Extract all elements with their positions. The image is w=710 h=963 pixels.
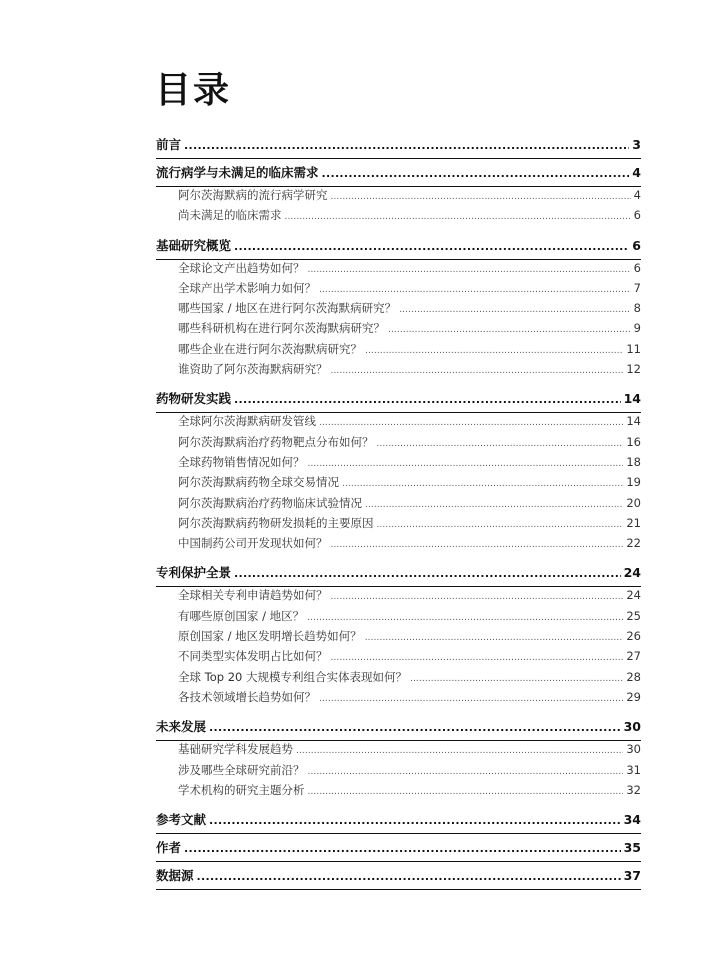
dot-leader (234, 565, 621, 580)
toc-page-number: 31 (626, 762, 641, 777)
toc-section-entry[interactable] (156, 862, 641, 889)
toc-subsection-entry[interactable] (156, 454, 641, 474)
dot-leader (377, 435, 624, 449)
toc-section-entry[interactable] (156, 159, 641, 186)
toc-page-number: 30 (623, 719, 641, 735)
toc-page-number: 37 (623, 868, 641, 884)
toc-subsection-title: 尚未满足的临床需求 (178, 208, 282, 223)
dot-leader (388, 321, 631, 335)
toc-subsection-list (156, 741, 641, 806)
dot-leader (399, 301, 630, 315)
dot-leader (296, 742, 623, 756)
toc-subsection-entry[interactable] (156, 669, 641, 689)
toc-section (156, 232, 641, 386)
toc-subsection-title: 各技术领域增长趋势如何？ (178, 689, 316, 704)
toc-section-title: 参考文献 (156, 812, 207, 828)
toc-subsection-entry[interactable] (156, 495, 641, 515)
toc-subsection-entry[interactable] (156, 689, 641, 709)
dot-leader (184, 137, 629, 152)
dot-leader (234, 238, 629, 253)
dot-leader (365, 496, 623, 510)
dot-leader (308, 261, 631, 275)
toc-section-title: 数据源 (156, 868, 194, 884)
toc-page-number: 4 (633, 188, 641, 202)
toc-subsection-title: 原创国家 / 地区发明增长趋势如何？ (178, 629, 362, 644)
toc-subsection-title: 阿尔茨海默病治疗药物临床试验情况 (178, 495, 362, 510)
dot-leader (331, 649, 624, 663)
toc-subsection-title: 阿尔茨海默病治疗药物靶点分布如何？ (178, 434, 374, 449)
dot-leader (285, 208, 631, 222)
toc-section-entry[interactable] (156, 806, 641, 833)
toc-section (156, 159, 641, 232)
toc-section (156, 862, 641, 890)
toc-section (156, 806, 641, 834)
dot-leader (377, 516, 624, 530)
dot-leader (365, 629, 624, 643)
toc-subsection-list (156, 413, 641, 559)
toc-page-number: 6 (632, 237, 641, 253)
toc-page-number: 19 (626, 475, 641, 490)
toc-section-entry[interactable] (156, 559, 641, 586)
toc-page-number: 28 (626, 669, 641, 684)
dot-leader (331, 536, 624, 550)
toc-section-entry[interactable] (156, 232, 641, 259)
dot-leader (184, 840, 621, 855)
toc-subsection-title: 哪些科研机构在进行阿尔茨海默病研究？ (178, 321, 385, 336)
toc-page-number: 16 (626, 434, 641, 449)
toc-page-number: 12 (626, 362, 641, 377)
toc-subsection-title: 全球 Top 20 大规模专利组合实体表现如何？ (178, 669, 408, 684)
toc-subsection-title: 全球论文产出趋势如何？ (178, 260, 305, 275)
toc-page-number: 29 (626, 689, 641, 704)
toc-section-title: 药物研发实践 (156, 391, 232, 407)
toc-subsection-title: 全球相关专利申请趋势如何？ (178, 588, 328, 603)
dot-leader (319, 281, 631, 295)
dot-leader (410, 670, 623, 684)
toc-subsection-title: 哪些国家 / 地区在进行阿尔茨海默病研究？ (178, 301, 397, 316)
dot-leader (319, 690, 623, 704)
toc-subsection-list (156, 587, 641, 713)
toc-subsection-title: 全球药物销售情况如何？ (178, 454, 305, 469)
toc-page-number: 21 (626, 515, 641, 530)
toc-page-number: 18 (626, 454, 641, 469)
toc-subsection-entry[interactable] (156, 762, 641, 782)
toc-page-number: 24 (626, 588, 641, 603)
dot-leader (322, 165, 630, 180)
toc-page-number: 14 (623, 391, 641, 407)
toc-page-number: 9 (633, 321, 641, 336)
toc-subsection-title: 有哪些原创国家 / 地区？ (178, 608, 305, 623)
dot-leader (308, 455, 624, 469)
toc-subsection-title: 不同类型实体发明占比如何？ (178, 649, 328, 664)
toc-subsection-title: 学术机构的研究主题分析 (178, 782, 305, 797)
toc-page-number: 34 (623, 812, 641, 828)
toc-section-entry[interactable] (156, 385, 641, 412)
toc-page-number: 24 (623, 565, 641, 581)
toc-page-number: 26 (626, 629, 641, 644)
toc-subsection-entry[interactable] (156, 587, 641, 607)
toc-subsection-title: 全球阿尔茨海默病研发管线 (178, 414, 316, 429)
toc-subsection-entry[interactable] (156, 260, 641, 280)
dot-leader (308, 763, 624, 777)
toc-subsection-title: 阿尔茨海默病药物全球交易情况 (178, 475, 339, 490)
dot-leader (307, 609, 623, 623)
toc-section-title: 作者 (156, 840, 182, 856)
toc-subsection-title: 阿尔茨海默病药物研发损耗的主要原因 (178, 515, 374, 530)
toc-section (156, 131, 641, 159)
toc-section-entry[interactable] (156, 713, 641, 740)
toc-subsection-title: 涉及哪些全球研究前沿？ (178, 762, 305, 777)
toc-section-entry[interactable] (156, 131, 641, 158)
toc-subsection-entry[interactable] (156, 187, 641, 207)
dot-leader (331, 588, 624, 602)
toc-page-number: 6 (633, 260, 641, 275)
dot-leader (308, 783, 624, 797)
toc-subsection-entry[interactable] (156, 320, 641, 340)
toc-page-number: 27 (626, 649, 641, 664)
toc-section-title: 未来发展 (156, 719, 207, 735)
toc-subsection-entry[interactable] (156, 361, 641, 381)
toc-subsection-entry[interactable] (156, 434, 641, 454)
table-of-contents (156, 131, 641, 890)
toc-section-title: 流行病学与未满足的临床需求 (156, 165, 319, 180)
toc-page-number: 8 (633, 301, 641, 316)
dot-leader (365, 342, 623, 356)
dot-leader (209, 812, 621, 827)
toc-page-number: 20 (626, 495, 641, 510)
toc-subsection-list (156, 260, 641, 386)
toc-page-number: 32 (626, 782, 641, 797)
dot-leader (331, 362, 624, 376)
dot-leader (234, 391, 621, 406)
dot-leader (342, 475, 623, 489)
toc-subsection-title: 基础研究学科发展趋势 (178, 742, 293, 757)
toc-subsection-title: 全球产出学术影响力如何？ (178, 280, 316, 295)
toc-page-number: 30 (626, 742, 641, 757)
toc-subsection-entry[interactable] (156, 608, 641, 628)
dot-leader (319, 414, 623, 428)
toc-page-number: 11 (626, 341, 641, 356)
toc-subsection-entry[interactable] (156, 741, 641, 761)
toc-section-title: 专利保护全景 (156, 565, 232, 581)
toc-page-number: 35 (623, 840, 641, 856)
toc-section-entry[interactable] (156, 834, 641, 861)
toc-section-title: 前言 (156, 137, 182, 152)
toc-subsection-entry[interactable] (156, 300, 641, 320)
toc-subsection-title: 中国制药公司开发现状如何？ (178, 536, 328, 551)
toc-subsection-entry[interactable] (156, 648, 641, 668)
dot-leader (197, 868, 621, 883)
page-title: 目录 (155, 70, 232, 111)
toc-subsection-entry[interactable] (156, 341, 641, 361)
toc-subsection-entry[interactable] (156, 280, 641, 300)
toc-section (156, 713, 641, 806)
toc-subsection-entry[interactable] (156, 535, 641, 555)
dot-leader (331, 188, 631, 202)
toc-subsection-title: 哪些企业在进行阿尔茨海默病研究？ (178, 341, 362, 356)
toc-page-number: 4 (632, 165, 641, 180)
toc-page-number: 25 (626, 608, 641, 623)
toc-subsection-entry[interactable] (156, 413, 641, 433)
toc-subsection-title: 谁资助了阿尔茨海默病研究？ (178, 362, 328, 377)
toc-subsection-entry[interactable] (156, 628, 641, 648)
toc-subsection-entry[interactable] (156, 782, 641, 802)
toc-subsection-title: 阿尔茨海默病的流行病学研究 (178, 188, 328, 202)
toc-section-title: 基础研究概览 (156, 237, 232, 253)
toc-page-number: 22 (626, 536, 641, 551)
toc-subsection-entry[interactable] (156, 207, 641, 227)
toc-section (156, 385, 641, 559)
toc-page-number: 3 (632, 137, 641, 152)
dot-leader (209, 719, 621, 734)
toc-page-number: 7 (633, 280, 641, 295)
toc-subsection-list (156, 187, 641, 232)
toc-subsection-entry[interactable] (156, 474, 641, 494)
section-divider (156, 889, 641, 890)
toc-page-number: 14 (626, 414, 641, 429)
toc-section (156, 834, 641, 862)
toc-subsection-entry[interactable] (156, 515, 641, 535)
toc-section (156, 559, 641, 713)
toc-page-number: 6 (633, 208, 641, 223)
